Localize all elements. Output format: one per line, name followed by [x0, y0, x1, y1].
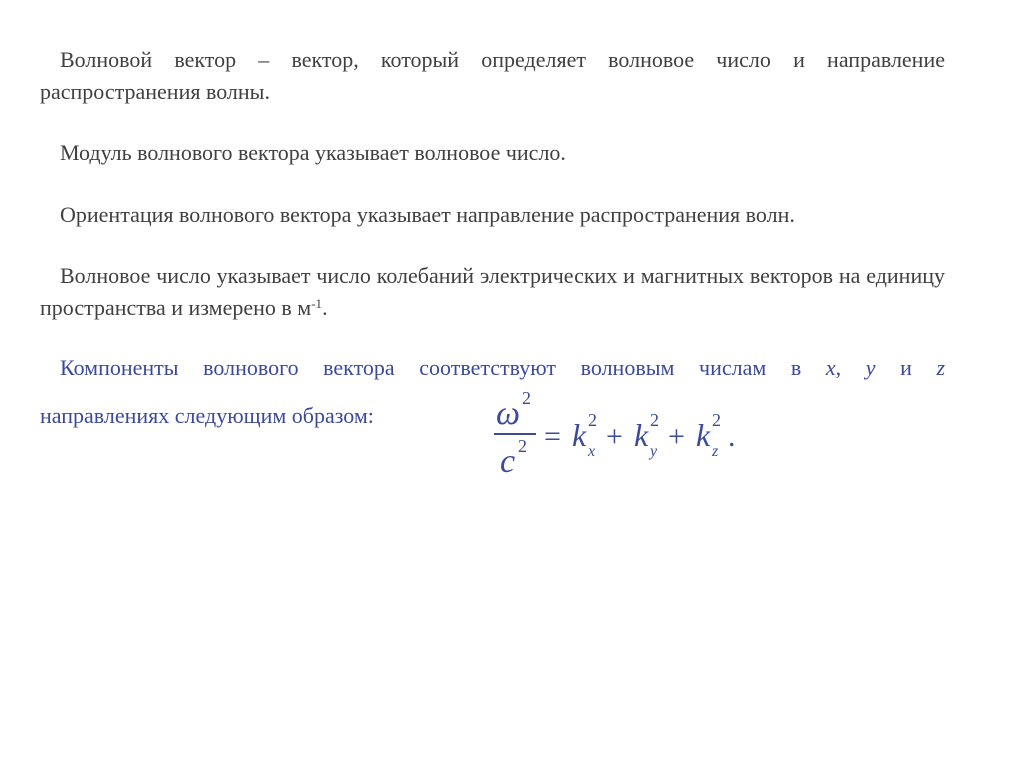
unit-exponent: -1: [311, 296, 323, 311]
formula-kz: k: [696, 417, 711, 453]
p5-text: Компоненты волнового вектора соответствуют волновым числам в: [60, 355, 826, 380]
formula-period: .: [728, 420, 736, 453]
wave-vector-formula: [488, 386, 758, 486]
var-x: x: [825, 355, 836, 380]
formula-kz-sub: z: [712, 443, 719, 460]
formula-equals: =: [544, 420, 561, 453]
formula-ky-sub: y: [650, 443, 658, 460]
formula-ky-exp: 2: [650, 410, 659, 430]
formula-omega: ω: [496, 395, 521, 432]
var-y: y: [865, 355, 876, 380]
p1-text: Волновой вектор – вектор, который определяет волновое число и направление распространения волны.: [40, 47, 945, 104]
p4-text: Волновое число указывает число колебаний электрических и магнитных векторов на единицу пространства и измерено в м: [40, 263, 945, 320]
p4-period: .: [322, 295, 328, 320]
formula-ky: k: [634, 417, 649, 453]
paragraph-wave-vector-modulus: [40, 137, 945, 169]
formula-c-exp: 2: [518, 436, 527, 456]
formula-kx-sub: x: [588, 443, 596, 460]
paragraph-components-line2: направлениях следующим образом:: [40, 403, 374, 428]
formula-plus-2: +: [668, 420, 685, 453]
paragraph-wave-number: [40, 260, 945, 324]
p5-sep2: и: [875, 355, 937, 380]
p2-text: Модуль волнового вектора указывает волновое число.: [60, 140, 566, 165]
paragraph-wave-vector-definition: [40, 44, 945, 108]
formula-svg: [488, 386, 758, 486]
paragraph-wave-vector-orientation: [40, 199, 945, 231]
paragraph-components: [40, 352, 945, 384]
formula-kx: k: [572, 417, 587, 453]
formula-omega-exp: 2: [522, 388, 531, 408]
formula-kz-exp: 2: [712, 410, 721, 430]
formula-kx-exp: 2: [588, 410, 597, 430]
formula-plus-1: +: [606, 420, 623, 453]
formula-c: c: [500, 443, 516, 480]
p5-sep1: ,: [835, 355, 866, 380]
p3-text: Ориентация волнового вектора указывает направление распространения волн.: [60, 202, 795, 227]
var-z: z: [936, 355, 946, 380]
